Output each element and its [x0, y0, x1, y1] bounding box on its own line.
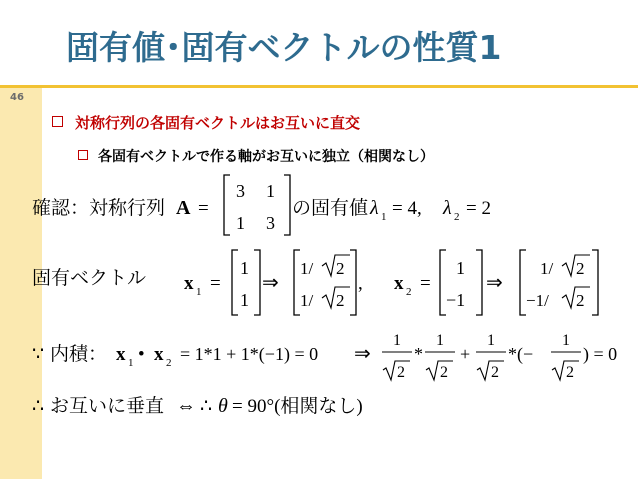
- vector-cell: 1: [240, 258, 249, 278]
- vector-cell: 1/: [300, 291, 314, 310]
- equation-line-4: [32, 395, 363, 417]
- radicand: 2: [576, 259, 585, 278]
- comma: ,: [358, 273, 363, 294]
- theta-symbol: θ: [218, 395, 228, 417]
- multiply-negate: *(−: [508, 344, 534, 364]
- matrix-right-bracket: [284, 175, 290, 235]
- radicand: 2: [566, 364, 574, 381]
- because-symbol: ∵: [32, 344, 45, 365]
- vector-right-bracket: [592, 250, 598, 315]
- equation-line-1: [32, 175, 491, 235]
- orthogonal-label: お互いに垂直: [50, 396, 165, 417]
- vector-right-bracket: [350, 250, 356, 315]
- equation-line-2: [32, 250, 598, 315]
- fraction-numerator: 1: [562, 332, 570, 349]
- sub-bullet-text: 各固有ベクトルで作る軸がお互いに独立（相関なし）: [98, 149, 434, 165]
- subscript: 1: [128, 357, 134, 369]
- subscript: 2: [406, 286, 412, 298]
- bullet-text: 対称行列の各固有ベクトルはお互いに直交: [75, 114, 361, 132]
- equals-sign: =: [210, 273, 221, 294]
- confirm-label: 確認：対称行列: [32, 198, 166, 219]
- radicand: 2: [397, 364, 405, 381]
- matrix-cell: 3: [266, 213, 275, 233]
- matrix-left-bracket: [224, 175, 230, 235]
- fraction-numerator: 1: [487, 332, 495, 349]
- iff-arrow: ⇔: [176, 395, 196, 417]
- radicand: 2: [336, 291, 345, 310]
- implies-arrow: ⇒: [486, 272, 503, 294]
- x2-symbol: x: [154, 344, 164, 365]
- eigenvector-label: 固有ベクトル: [32, 268, 147, 289]
- vector-right-bracket: [476, 250, 482, 315]
- vector-right-bracket: [254, 250, 260, 315]
- radicand: 2: [336, 259, 345, 278]
- subscript: 2: [166, 357, 172, 369]
- plus-sign: +: [460, 344, 471, 364]
- vector-cell: 1: [456, 258, 465, 278]
- vector-cell: 1: [240, 290, 249, 310]
- implies-arrow: ⇒: [354, 343, 371, 365]
- vector-cell: −1/: [526, 291, 549, 310]
- lambda2-value: = 2: [466, 198, 491, 219]
- inner-product-expression: = 1*1 + 1*(−1) = 0: [180, 344, 319, 364]
- x1-symbol: x: [184, 273, 194, 294]
- x2-symbol: x: [394, 273, 404, 294]
- fraction-numerator: 1: [393, 332, 401, 349]
- fraction-numerator: 1: [436, 332, 444, 349]
- lambda1-value: = 4,: [392, 198, 422, 219]
- vector-cell: 1/: [300, 259, 314, 278]
- lambda-symbol: λ: [443, 197, 452, 219]
- subscript: 1: [196, 286, 202, 298]
- vector-cell: 1/: [540, 259, 554, 278]
- vector-cell: −1: [446, 290, 466, 310]
- x1-symbol: x: [116, 344, 126, 365]
- subscript: 1: [381, 211, 387, 223]
- vector-left-bracket: [232, 250, 238, 315]
- slide-title: 固有値･固有ベクトルの性質1: [66, 28, 502, 67]
- eigenvalue-label: の固有値: [292, 198, 369, 219]
- angle-result: = 90°(相関なし): [232, 396, 363, 417]
- therefore-symbol: ∴: [32, 396, 45, 417]
- matrix-cell: 1: [266, 181, 275, 201]
- matrix-a-symbol: A: [176, 197, 191, 219]
- lambda-symbol: λ: [370, 197, 379, 219]
- therefore-symbol: ∴: [200, 396, 213, 417]
- radicand: 2: [440, 364, 448, 381]
- matrix-cell: 3: [236, 181, 245, 201]
- equals-sign: =: [198, 198, 209, 219]
- matrix-cell: 1: [236, 213, 245, 233]
- radicand: 2: [491, 364, 499, 381]
- dot-operator: •: [138, 344, 145, 365]
- multiply-star: *: [414, 344, 423, 364]
- page-number: 46: [10, 92, 24, 103]
- implies-arrow: ⇒: [262, 272, 279, 294]
- equation-line-3: [32, 332, 617, 381]
- radicand: 2: [576, 291, 585, 310]
- subscript: 2: [454, 211, 460, 223]
- inner-product-label: 内積：: [50, 344, 108, 365]
- equals-sign: =: [420, 273, 431, 294]
- result-zero: ) = 0: [583, 344, 618, 364]
